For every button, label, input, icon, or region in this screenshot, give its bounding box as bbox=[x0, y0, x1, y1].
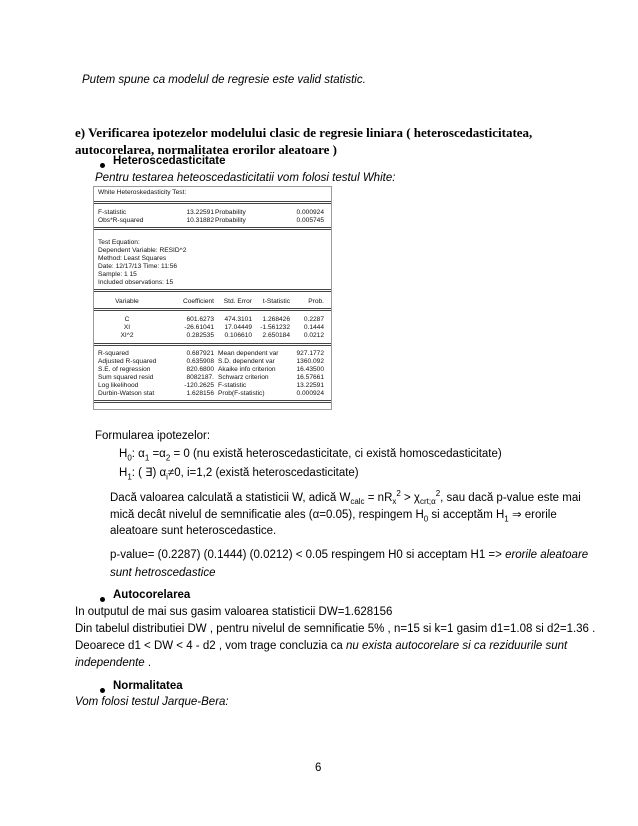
col-header: Variable bbox=[115, 298, 139, 305]
eviews-info: Test Equation: bbox=[98, 239, 140, 246]
cell: 8082187. bbox=[186, 374, 214, 381]
hetero-intro: Pentru testarea heteoscedasticitatii vom folosi testul White: bbox=[95, 172, 396, 184]
text: nu exista autocorelare si ca reziduurile sunt bbox=[346, 640, 568, 652]
cell: 601.6273 bbox=[186, 316, 214, 323]
h0-rest: = 0 (nu există heteroscedasticitate, ci există homoscedasticitate) bbox=[170, 448, 502, 460]
col-header: Prob. bbox=[308, 298, 324, 305]
eviews-info: Method: Least Squares bbox=[98, 255, 167, 262]
sub: crt;α bbox=[419, 497, 436, 507]
text: si acceptăm H bbox=[428, 509, 505, 521]
text: independente bbox=[75, 657, 145, 669]
cell: Sum squared resid bbox=[98, 374, 154, 381]
h1-rest: ≠0, i=1,2 (există heteroscedasticitate) bbox=[167, 467, 359, 479]
cell: 0.687921 bbox=[186, 350, 214, 357]
top-pvalue: 0.005745 bbox=[296, 217, 324, 224]
text: = nR bbox=[364, 491, 393, 504]
pvalue-line2: sunt hetroscedastice bbox=[110, 567, 216, 579]
decision-line2: mică decât nivelul de semnificatie ales (α=0.05), respingem $H_0$ si acceptăm $H_1$ ⇒ erorile bbox=[110, 509, 557, 524]
decision-line1 bbox=[110, 489, 581, 506]
sub: x bbox=[392, 497, 397, 507]
bullet-hetero bbox=[100, 163, 105, 168]
cell: Adjusted R-squared bbox=[98, 358, 157, 365]
cell: XI^2 bbox=[120, 332, 134, 339]
cell: 16.57661 bbox=[296, 374, 324, 381]
top-label: Obs*R-squared bbox=[98, 217, 144, 224]
cell: 0.282535 bbox=[186, 332, 214, 339]
h0-label: H bbox=[119, 448, 128, 460]
h0-sub: 0 bbox=[127, 453, 132, 463]
top-pvalue: 0.000924 bbox=[296, 209, 324, 216]
cell: 13.22591 bbox=[296, 382, 324, 389]
section-title-line1: e) Verificarea ipotezelor modelului clasic de regresie liniara ( heteroscedasticitatea, bbox=[75, 125, 533, 140]
cell: 0.2287 bbox=[303, 316, 324, 323]
text: mică decât nivelul de semnificatie ales (α=0.05), respingem H bbox=[110, 509, 424, 521]
eviews-info: Dependent Variable: RESID^2 bbox=[98, 247, 187, 254]
decision-line3: aleatoare sunt heteroscedastice. bbox=[110, 525, 277, 537]
cell: R-squared bbox=[98, 350, 129, 357]
autocorr-heading: Autocorelarea bbox=[113, 589, 191, 601]
cell: 0.635908 bbox=[186, 358, 214, 365]
cell: Mean dependent var bbox=[218, 350, 279, 357]
cell: Schwarz criterion bbox=[218, 374, 269, 381]
h1-text: : ( ∃) α bbox=[131, 467, 167, 479]
cell: 16.43500 bbox=[296, 366, 324, 373]
cell: 0.0212 bbox=[303, 332, 324, 339]
eviews-info: Sample: 1 15 bbox=[98, 271, 137, 278]
eviews-info: Included observations: 15 bbox=[98, 279, 174, 286]
top-value: 13.22591 bbox=[186, 209, 214, 216]
page-number: 6 bbox=[315, 762, 322, 774]
cell: Log likelihood bbox=[98, 382, 139, 389]
cell: 474.3101 bbox=[224, 316, 252, 323]
top-plabel: Probability bbox=[215, 217, 246, 224]
cell: 2.650184 bbox=[262, 332, 290, 339]
text: Dacă valoarea calculată a statisticii W, adică W bbox=[110, 491, 351, 504]
cell: S.D. dependent var bbox=[218, 358, 275, 365]
autocorr-line4 bbox=[75, 657, 151, 669]
cell: Prob(F-statistic) bbox=[218, 390, 265, 397]
top-value: 10.31882 bbox=[186, 217, 214, 224]
cell: 0.106610 bbox=[224, 332, 252, 339]
h1-line: $H_1$: ( ∃) $\alpha_i\ne 0$, i=1,2 (există heteroscedasticitate) bbox=[119, 467, 359, 482]
text: p-value= (0.2287) (0.1444) (0.0212) < 0.05 respingem H0 si acceptam H1 => bbox=[110, 549, 506, 561]
bullet-autocorr bbox=[100, 597, 105, 602]
text: , sau dacă p-value este mai bbox=[440, 491, 581, 504]
cell: C bbox=[124, 316, 130, 323]
cell: 1.628156 bbox=[186, 390, 214, 397]
top-label: F-statistic bbox=[98, 209, 127, 216]
col-header: Std. Error bbox=[223, 298, 252, 305]
normal-heading: Normalitatea bbox=[113, 680, 183, 692]
col-header: t-Statistic bbox=[262, 298, 290, 305]
cell: 1.268426 bbox=[262, 316, 290, 323]
cell: 820.6800 bbox=[186, 366, 214, 373]
pvalue-line1 bbox=[110, 549, 588, 561]
text: Deoarece d1 < DW < 4 - d2 , vom trage concluzia ca bbox=[75, 640, 347, 652]
text: . bbox=[144, 657, 152, 669]
cell: Akaike info criterion bbox=[218, 366, 276, 373]
cell: -120.2625 bbox=[184, 382, 214, 389]
cell: -26.61041 bbox=[184, 324, 214, 331]
cell: 0.1444 bbox=[303, 324, 324, 331]
h0-line: $H_0$: $\alpha_1 =\alpha_2 = 0$ (nu există heteroscedasticitate, ci există homoscedasticitate) bbox=[119, 448, 502, 463]
bullet-normal bbox=[100, 688, 105, 693]
cell: 927.1772 bbox=[296, 350, 324, 357]
hypotheses-title: Formularea ipotezelor: bbox=[95, 430, 211, 442]
text: > χ bbox=[400, 491, 420, 504]
normal-intro: Vom folosi testul Jarque-Bera: bbox=[75, 696, 229, 708]
cell: 17.04449 bbox=[224, 324, 252, 331]
cell: F-statistic bbox=[218, 382, 247, 389]
cell: S.E. of regression bbox=[98, 366, 151, 373]
hetero-heading: Heteroscedasticitate bbox=[113, 155, 226, 167]
top-plabel: Probability bbox=[215, 209, 246, 216]
eviews-title: White Heteroskedasticity Test: bbox=[98, 189, 187, 196]
sup: 2 bbox=[396, 489, 401, 498]
section-title-line2: autocorelarea, normalitatea erorilor aleatoare ) bbox=[75, 142, 337, 157]
autocorr-line3 bbox=[75, 640, 567, 652]
sup: 2 bbox=[435, 489, 441, 498]
h1-sub: 1 bbox=[127, 472, 132, 482]
intro-line: Putem spune ca modelul de regresie este valid statistic. bbox=[82, 74, 366, 86]
autocorr-line1: In outputul de mai sus gasim valoarea statisticii DW=1.628156 bbox=[75, 606, 393, 618]
autocorr-line2: Din tabelul distributiei DW , pentru nivelul de semnificatie 5% , n=15 si k=1 gasim d1=1.08 si d2=1.36 . bbox=[75, 623, 596, 635]
cell: XI bbox=[123, 324, 131, 331]
col-header: Coefficient bbox=[182, 298, 214, 305]
text: erorile aleatoare bbox=[505, 549, 589, 561]
cell: 1360.092 bbox=[296, 358, 324, 365]
cell: 0.000924 bbox=[296, 390, 324, 397]
h1-label: H bbox=[119, 467, 128, 479]
text: ⇒ erorile bbox=[508, 509, 557, 521]
cell: Durbin-Watson stat bbox=[98, 390, 155, 397]
h0-text: : α bbox=[131, 448, 145, 460]
eviews-info: Date: 12/17/13 Time: 11:56 bbox=[98, 263, 178, 270]
eviews-output-table bbox=[93, 186, 332, 410]
sub: calc bbox=[350, 497, 365, 507]
cell: -1.561232 bbox=[260, 324, 290, 331]
